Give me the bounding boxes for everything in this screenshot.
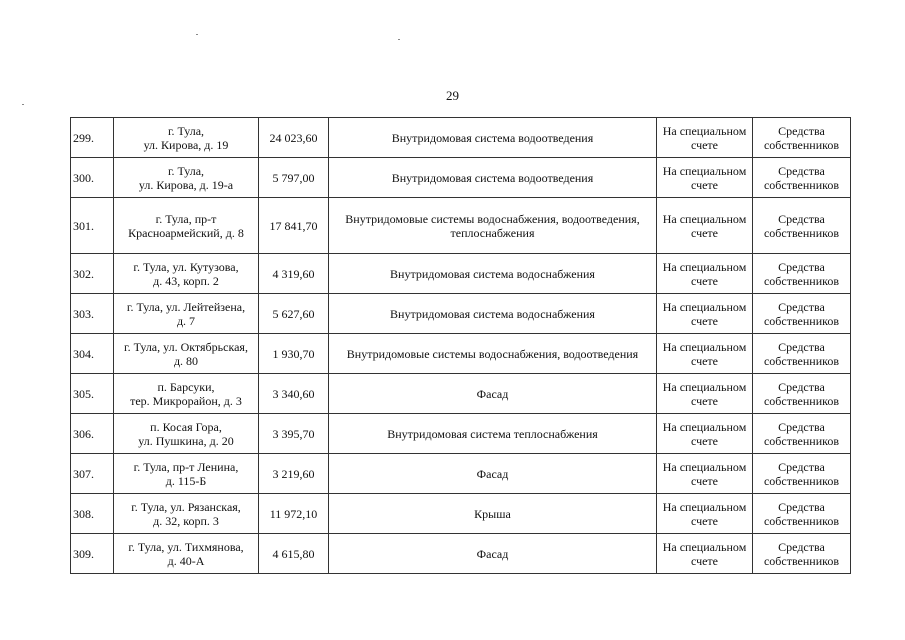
- address-line: г. Тула, пр-т: [155, 211, 217, 226]
- amount-cell: 17 841,70: [259, 198, 329, 254]
- address-line: г. Тула, пр-т Ленина,: [133, 459, 239, 474]
- work-type-cell: Фасад: [329, 454, 657, 494]
- row-number: 299.: [71, 118, 114, 158]
- address-line: г. Тула,: [167, 163, 205, 178]
- funding-source-cell: Средства собственников: [753, 158, 851, 198]
- row-number: 307.: [71, 454, 114, 494]
- amount-cell: 3 395,70: [259, 414, 329, 454]
- account-cell: На специальном счете: [657, 158, 753, 198]
- address-line: д. 40-А: [167, 553, 205, 568]
- work-type-cell: Внутридомовая система водоотведения: [329, 158, 657, 198]
- account-cell: На специальном счете: [657, 294, 753, 334]
- amount-cell: 5 797,00: [259, 158, 329, 198]
- row-number: 304.: [71, 334, 114, 374]
- row-number: 309.: [71, 534, 114, 574]
- funding-source-cell: Средства собственников: [753, 414, 851, 454]
- table-row: [71, 534, 851, 574]
- address-line: д. 43, корп. 2: [153, 273, 219, 288]
- account-cell: На специальном счете: [657, 254, 753, 294]
- row-number: 300.: [71, 158, 114, 198]
- table-row: [71, 198, 851, 254]
- address-cell: [114, 334, 259, 374]
- table-row: [71, 334, 851, 374]
- work-type-cell: Внутридомовая система водоснабжения: [329, 254, 657, 294]
- work-type-cell: Крыша: [329, 494, 657, 534]
- row-number: 308.: [71, 494, 114, 534]
- address-cell: [114, 414, 259, 454]
- row-number: 306.: [71, 414, 114, 454]
- address-cell: [114, 198, 259, 254]
- address-cell: [114, 454, 259, 494]
- work-type-cell: Внутридомовые системы водоснабжения, водоотведения, теплоснабжения: [329, 198, 657, 254]
- table-row: [71, 294, 851, 334]
- account-cell: На специальном счете: [657, 454, 753, 494]
- funding-source-cell: Средства собственников: [753, 534, 851, 574]
- registry-rows: [71, 118, 851, 574]
- amount-cell: 4 319,60: [259, 254, 329, 294]
- table-row: [71, 374, 851, 414]
- address-cell: [114, 294, 259, 334]
- scan-speck: [196, 34, 198, 35]
- address-line: тер. Микрорайон, д. 3: [130, 393, 242, 408]
- address-cell: [114, 158, 259, 198]
- address-line: д. 80: [173, 353, 199, 368]
- account-cell: На специальном счете: [657, 494, 753, 534]
- address-cell: [114, 534, 259, 574]
- row-number: 303.: [71, 294, 114, 334]
- account-cell: На специальном счете: [657, 118, 753, 158]
- amount-cell: 3 340,60: [259, 374, 329, 414]
- scan-speck: [398, 39, 400, 40]
- account-cell: На специальном счете: [657, 374, 753, 414]
- funding-source-cell: Средства собственников: [753, 118, 851, 158]
- table-row: [71, 414, 851, 454]
- work-type-cell: Внутридомовые системы водоснабжения, водоотведения: [329, 334, 657, 374]
- page-number: 29: [446, 88, 459, 103]
- work-type-cell: Фасад: [329, 374, 657, 414]
- account-cell: На специальном счете: [657, 198, 753, 254]
- address-line: п. Косая Гора,: [150, 419, 222, 434]
- account-cell: На специальном счете: [657, 334, 753, 374]
- account-cell: На специальном счете: [657, 414, 753, 454]
- row-number: 305.: [71, 374, 114, 414]
- amount-cell: 5 627,60: [259, 294, 329, 334]
- amount-cell: 1 930,70: [259, 334, 329, 374]
- address-line: г. Тула, ул. Рязанская,: [131, 499, 241, 514]
- address-line: ул. Пушкина, д. 20: [138, 433, 234, 448]
- funding-source-cell: Средства собственников: [753, 374, 851, 414]
- amount-cell: 4 615,80: [259, 534, 329, 574]
- address-cell: [114, 254, 259, 294]
- table-row: [71, 158, 851, 198]
- funding-source-cell: Средства собственников: [753, 454, 851, 494]
- funding-source-cell: Средства собственников: [753, 294, 851, 334]
- work-type-cell: Фасад: [329, 534, 657, 574]
- funding-source-cell: Средства собственников: [753, 494, 851, 534]
- address-line: д. 7: [176, 313, 196, 328]
- funding-source-cell: Средства собственников: [753, 198, 851, 254]
- amount-cell: 3 219,60: [259, 454, 329, 494]
- scan-speck: [22, 104, 24, 105]
- amount-cell: 24 023,60: [259, 118, 329, 158]
- funding-source-cell: Средства собственников: [753, 254, 851, 294]
- address-cell: [114, 494, 259, 534]
- address-line: Красноармейский, д. 8: [128, 225, 244, 240]
- work-type-cell: Внутридомовая система водоснабжения: [329, 294, 657, 334]
- address-line: п. Барсуки,: [157, 379, 215, 394]
- amount-cell: 11 972,10: [259, 494, 329, 534]
- account-cell: На специальном счете: [657, 534, 753, 574]
- address-line: д. 32, корп. 3: [153, 513, 219, 528]
- funding-source-cell: Средства собственников: [753, 334, 851, 374]
- work-type-cell: Внутридомовая система теплоснабжения: [329, 414, 657, 454]
- address-line: г. Тула, ул. Лейтейзена,: [126, 299, 246, 314]
- table-row: [71, 118, 851, 158]
- work-type-cell: Внутридомовая система водоотведения: [329, 118, 657, 158]
- address-line: д. 115-Б: [165, 473, 207, 488]
- table-row: [71, 494, 851, 534]
- registry-table: [70, 117, 851, 574]
- address-line: г. Тула, ул. Кутузова,: [133, 259, 239, 274]
- address-line: г. Тула,: [167, 123, 205, 138]
- address-line: г. Тула, ул. Октябрьская,: [124, 339, 248, 354]
- address-cell: [114, 374, 259, 414]
- table-row: [71, 454, 851, 494]
- address-line: г. Тула, ул. Тихмянова,: [128, 539, 244, 554]
- address-line: ул. Кирова, д. 19-а: [138, 177, 234, 192]
- row-number: 301.: [71, 198, 114, 254]
- row-number: 302.: [71, 254, 114, 294]
- address-line: ул. Кирова, д. 19: [143, 137, 229, 152]
- table-row: [71, 254, 851, 294]
- address-cell: [114, 118, 259, 158]
